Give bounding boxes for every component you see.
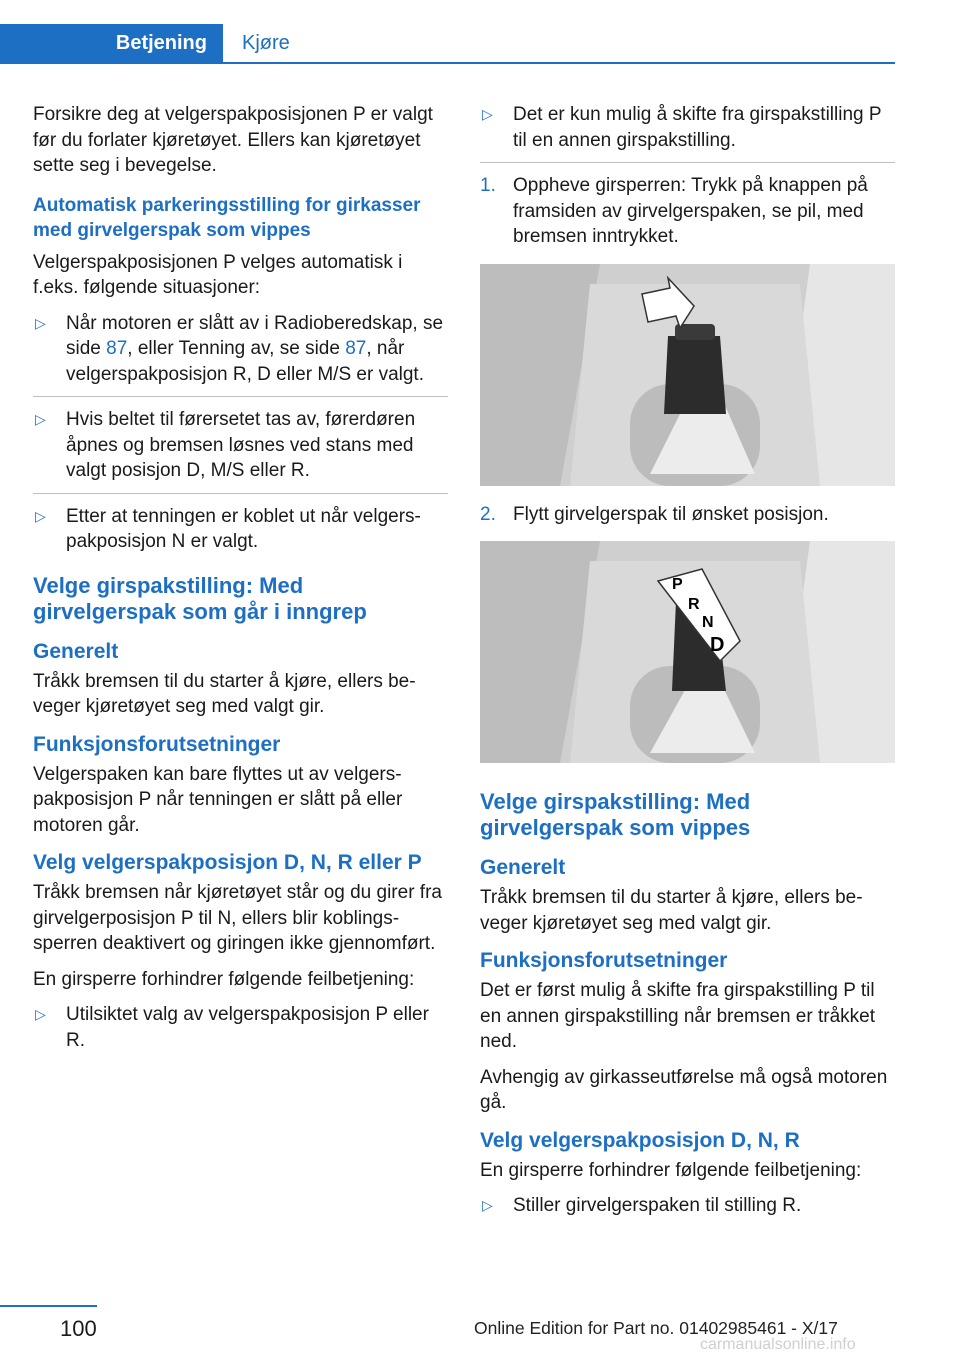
subheading-generelt: Generelt [480,856,566,879]
triangle-right-icon: ▷ [35,411,46,427]
subheading-funksjonsforutsetninger: Funksjonsforutsetninger [480,949,728,972]
section-heading-auto-park: Automatisk parkeringsstilling for girkasser med girvelgerspak som vippes [33,194,421,241]
girsperre-paragraph: En girsperre forhindrer følgende feilbetjening: [33,968,415,990]
header-tabbar [0,24,895,64]
page-number: 100 [60,1316,97,1341]
list-item [33,1002,448,1053]
subheading-velg-posisjon: Velg velgerspakposisjon D, N, R [480,1128,800,1152]
list-item-text: Det er kun mulig å skifte fra girspakstilling P til en annen girspakstilling. [513,104,882,151]
step-text: Oppheve girsperren: Trykk på knappen på framsiden av girvelgerspaken, se pil, med bremsen inntrykket. [513,175,868,247]
list-item [480,1193,895,1219]
triangle-right-icon: ▷ [35,507,46,524]
left-column [33,102,448,1063]
section-title-engaging-lever: Velge girspakstilling: Med girvelgerspak som går i inngrep [33,572,367,624]
triangle-right-icon: ▷ [35,314,46,331]
footer-rule [0,1305,97,1307]
shift-condition-list [480,102,895,163]
generelt-paragraph: Tråkk bremsen til du starter å kjøre, ellers beveger kjøretøyet seg med valgt gir. [33,670,416,717]
step-item [480,173,895,250]
figure-label: R [688,596,700,613]
right-column [480,102,895,1229]
steps-list [480,173,895,250]
list-item-text: Stiller girvelgerspaken til stilling R. [513,1195,802,1216]
triangle-right-icon: ▷ [482,106,493,122]
funksjon-paragraph: Velgerspaken kan bare flyttes ut av velgerspakposisjon P når tenningen er slått på eller motoren går. [33,763,403,836]
edition-text: Online Edition for Part no. 01402985461 - X/17 [474,1318,838,1338]
tab-betjening[interactable]: Betjening [0,24,223,62]
girsperre-list [33,1002,448,1053]
section-title-tipping-lever: Velge girspakstilling: Med girvelgerspak som vippes [480,789,751,840]
page-link[interactable]: 87 [106,338,128,359]
subheading-velg-posisjon: Velg velgerspakposisjon D, N, R eller P [33,851,422,874]
list-item [33,407,448,494]
triangle-right-icon: ▷ [482,1197,493,1213]
list-item-text: , eller Tenning av, se side [127,338,346,359]
gear-lever-release-figure [480,264,895,486]
list-item [480,102,895,163]
gear-lever-positions-figure [480,541,895,763]
figure-label: D [710,634,725,656]
watermark: carmanualsonline.info [700,1336,856,1353]
velg-paragraph: Tråkk bremsen når kjøretøyet står og du girer fra girvelgerposisjon P til N, ellers blir koblingssperren deaktivert og giringen ikke gjennomført. [33,882,442,954]
intro-paragraph: Forsikre deg at velgerspakposisjonen P er valgt før du forlater kjøretøyet. Ellers kan kjøretøyet sette seg i bevegelse. [33,104,433,176]
figure-label: N [702,614,714,631]
list-item-text: Når motoren er slått av i Radioberedskap, se side [66,312,444,359]
girsperre-paragraph: En girsperre forhindrer følgende feilbetjening: [480,1159,862,1181]
subheading-generelt: Generelt [33,639,119,663]
tab-kjore[interactable]: Kjøre [242,32,290,54]
girsperre-list [480,1193,895,1219]
subheading-funksjonsforutsetninger: Funksjonsforutsetninger [33,732,281,756]
triangle-right-icon: ▷ [35,1006,46,1022]
step-number: 1. [480,175,496,196]
list-item [33,504,448,555]
step-item [480,502,895,528]
step-number: 2. [480,503,496,525]
page-link[interactable]: 87 [345,338,367,359]
auto-park-paragraph: Velgerspakposisjonen P velges automatisk i f.eks. følgende situasjoner: [33,251,403,298]
auto-park-list [33,311,448,555]
list-item-text: Utilsiktet valg av velgerspakposisjon P eller R. [66,1004,429,1051]
step-text: Flytt girvelgerspak til ønsket posisjon. [513,503,829,525]
funksjon-paragraph: Det er først mulig å skifte fra girspakstilling P til en annen girspakstilling når bremsen er tråkket ned. [480,980,875,1052]
list-item-text: , når velgerspakposisjon R, D eller M/S er valgt. [66,338,424,385]
steps-list-2 [480,502,895,528]
list-item [33,311,448,398]
list-item-text: Hvis beltet til førersetet tas av, førerdøren åpnes og bremsen løsnes ved stans med valgt posisjon D, M/S eller R. [66,409,416,481]
figure-label: P [672,576,683,593]
avhengig-paragraph: Avhengig av girkasseutførelse må også motoren gå. [480,1066,888,1113]
list-item-text: Etter at tenningen er koblet ut når velgerspakposisjon N er valgt. [66,505,421,552]
generelt-paragraph: Tråkk bremsen til du starter å kjøre, ellers beveger kjøretøyet seg med valgt gir. [480,887,863,934]
